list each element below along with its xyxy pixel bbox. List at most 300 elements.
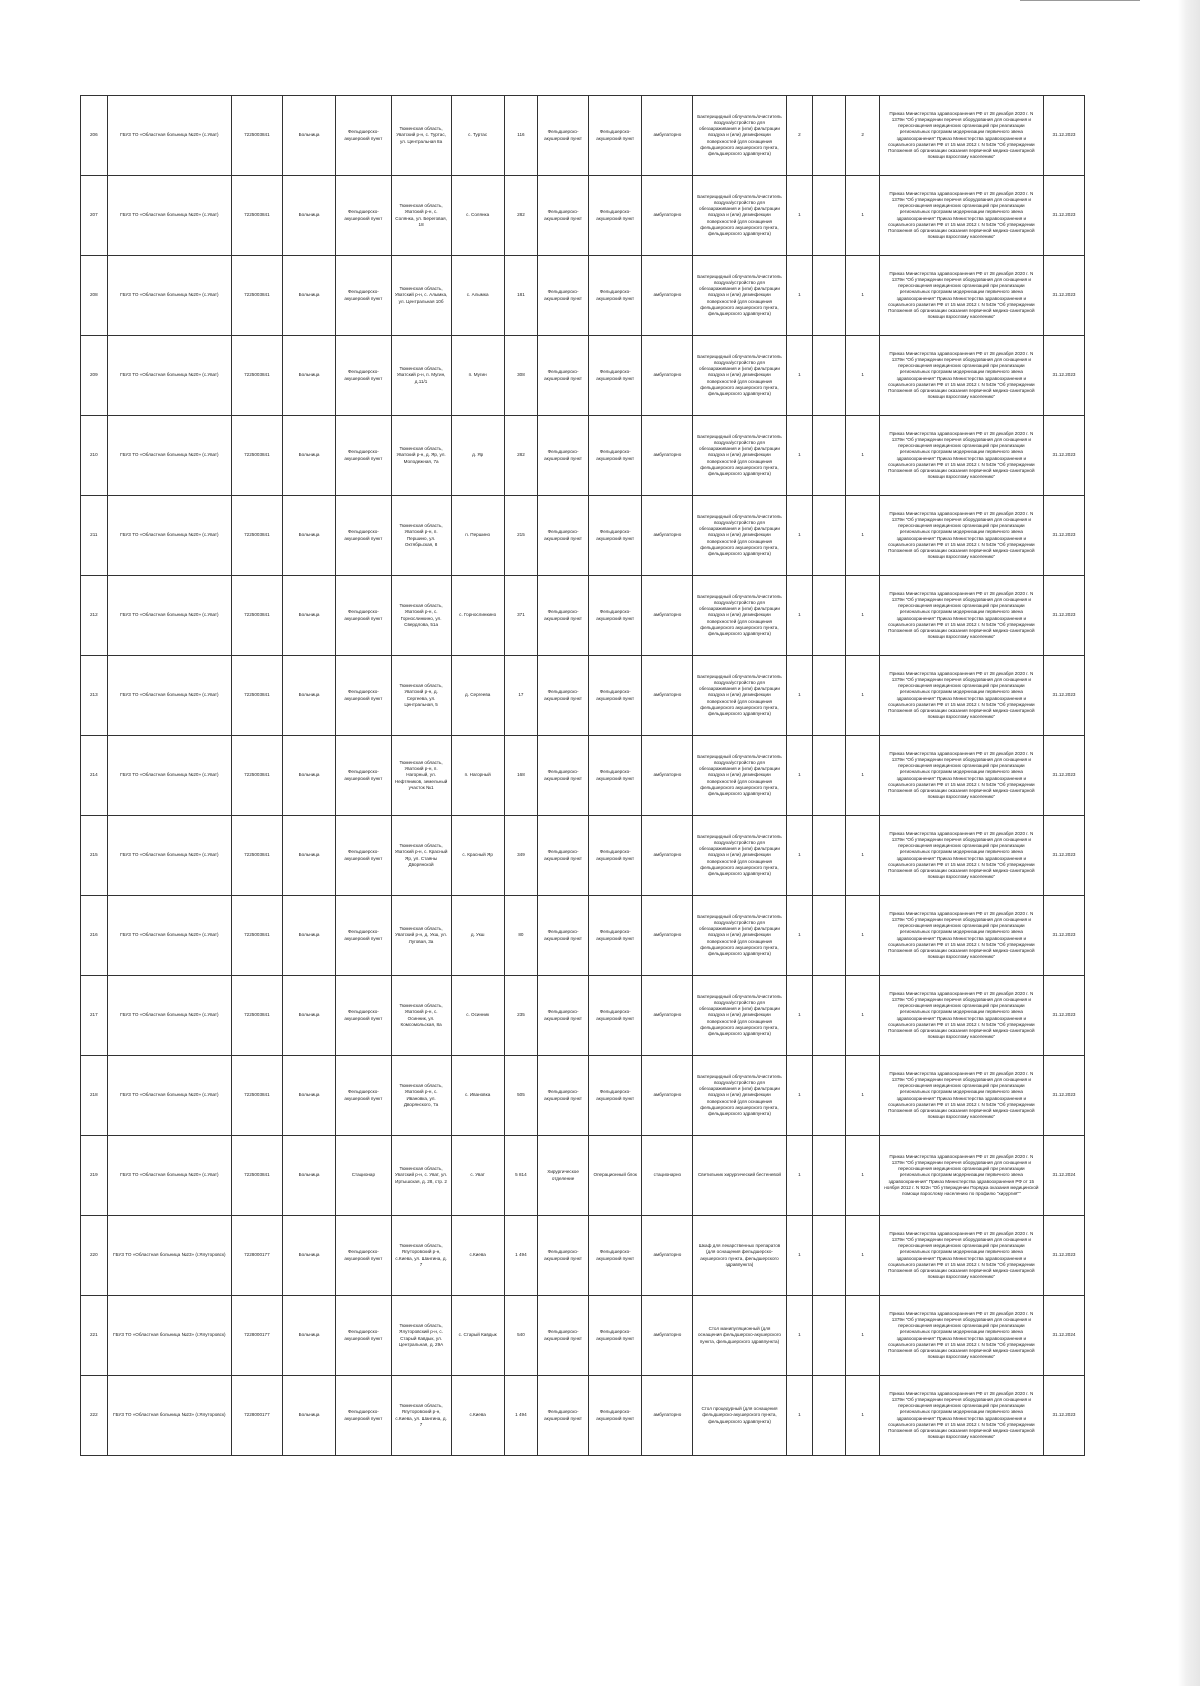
scan-edge-shadow bbox=[1178, 0, 1200, 1686]
inn-code-cell: 7228000177 bbox=[231, 1296, 282, 1376]
quantity-required-cell: 1 bbox=[786, 976, 813, 1056]
organization-type-cell: Больница bbox=[282, 256, 335, 336]
legal-basis-cell: Приказ Министерства здравоохранения РФ от 28 декабря 2020 г. N 1379н "Об утверждении перечня оборудования для оснащения и переоснащения медицинских организаций при реализации региональных программ модернизации первичного звена здравоохранения" Приказ Министерства здравоохранения и социального развития РФ от 15 мая 2012 г. N 543н "Об утверждении Положения об организации оказания первичной медико-санитарной помощи взрослому населению" bbox=[879, 736, 1043, 816]
settlement-cell: с. Старый Кавдык bbox=[451, 1296, 504, 1376]
equipment-name-cell: Шкаф для лекарственных препаратов (для оснащения фельдшерско-акушерского пункта, фельдшерского здравпункта) bbox=[693, 1216, 786, 1296]
row-number-cell: 222 bbox=[81, 1376, 108, 1456]
legal-basis-cell: Приказ Министерства здравоохранения РФ от 28 декабря 2020 г. N 1379н "Об утверждении перечня оборудования для оснащения и переоснащения медицинских организаций при реализации региональных программ модернизации первичного звена здравоохранения" Приказ Министерства здравоохранения РФ от 15 ноября 2012 г. N 922н "Об утверждении Порядка оказания медицинской помощи взрослому населению по профилю "хирургия"" bbox=[879, 1136, 1043, 1216]
population-cell: 168 bbox=[504, 736, 537, 816]
quantity-planned-cell: 1 bbox=[846, 896, 879, 976]
legal-basis-cell: Приказ Министерства здравоохранения РФ от 28 декабря 2020 г. N 1379н "Об утверждении перечня оборудования для оснащения и переоснащения медицинских организаций при реализации региональных программ модернизации первичного звена здравоохранения" Приказ Министерства здравоохранения и социального развития РФ от 15 мая 2012 г. N 543н "Об утверждении Положения об организации оказания первичной медико-санитарной помощи взрослому населению" bbox=[879, 96, 1043, 176]
deadline-date-cell: 31.12.2023 bbox=[1043, 416, 1084, 496]
organization-name-cell: ГБУЗ ТО «Областная больница №20» (с.Уват) bbox=[107, 336, 231, 416]
population-cell: 235 bbox=[504, 976, 537, 1056]
structural-unit-cell: Фельдшерско-акушерский пункт bbox=[336, 1056, 391, 1136]
address-cell: Тюменская область, Уватский р-н, с. Солянка, ул. Береговая, 18 bbox=[391, 176, 451, 256]
table-row bbox=[81, 976, 1085, 1056]
address-cell: Тюменская область, Уватский р-н, д. Сергеева, ул. Центральная, 5 bbox=[391, 656, 451, 736]
care-condition-cell: амбулаторно bbox=[642, 736, 693, 816]
quantity-available-cell bbox=[813, 416, 846, 496]
row-number-cell: 215 bbox=[81, 816, 108, 896]
inn-code-cell: 7225003841 bbox=[231, 496, 282, 576]
organization-name-cell: ГБУЗ ТО «Областная больница №20» (с.Уват) bbox=[107, 96, 231, 176]
inn-code-cell: 7225003841 bbox=[231, 736, 282, 816]
quantity-available-cell bbox=[813, 976, 846, 1056]
subdivision-cell: Фельдшерско-акушерский пункт bbox=[589, 1216, 642, 1296]
settlement-cell: с. Уват bbox=[451, 1136, 504, 1216]
department-cell: Фельдшерско-акушерский пункт bbox=[538, 336, 589, 416]
quantity-planned-cell: 1 bbox=[846, 576, 879, 656]
care-condition-cell: амбулаторно bbox=[642, 96, 693, 176]
settlement-cell: с. Красный Яр bbox=[451, 816, 504, 896]
organization-type-cell: Больница bbox=[282, 656, 335, 736]
legal-basis-cell: Приказ Министерства здравоохранения РФ от 28 декабря 2020 г. N 1379н "Об утверждении перечня оборудования для оснащения и переоснащения медицинских организаций при реализации региональных программ модернизации первичного звена здравоохранения" Приказ Министерства здравоохранения и социального развития РФ от 15 мая 2012 г. N 543н "Об утверждении Положения об организации оказания первичной медико-санитарной помощи взрослому населению" bbox=[879, 176, 1043, 256]
subdivision-cell: Фельдшерско-акушерский пункт bbox=[589, 816, 642, 896]
population-cell: 349 bbox=[504, 816, 537, 896]
quantity-available-cell bbox=[813, 1296, 846, 1376]
structural-unit-cell: Фельдшерско-акушерский пункт bbox=[336, 656, 391, 736]
address-cell: Тюменская область, Уватский р-н, п. Першино, ул. Октябрьская, 8 bbox=[391, 496, 451, 576]
population-cell: 282 bbox=[504, 176, 537, 256]
quantity-planned-cell: 1 bbox=[846, 416, 879, 496]
quantity-planned-cell: 1 bbox=[846, 496, 879, 576]
quantity-planned-cell: 1 bbox=[846, 176, 879, 256]
quantity-planned-cell: 1 bbox=[846, 1216, 879, 1296]
row-number-cell: 218 bbox=[81, 1056, 108, 1136]
care-condition-cell: амбулаторно bbox=[642, 176, 693, 256]
quantity-planned-cell: 1 bbox=[846, 1056, 879, 1136]
subdivision-cell: Фельдшерско-акушерский пункт bbox=[589, 96, 642, 176]
deadline-date-cell: 31.12.2023 bbox=[1043, 576, 1084, 656]
population-cell: 371 bbox=[504, 576, 537, 656]
row-number-cell: 220 bbox=[81, 1216, 108, 1296]
legal-basis-cell: Приказ Министерства здравоохранения РФ от 28 декабря 2020 г. N 1379н "Об утверждении перечня оборудования для оснащения и переоснащения медицинских организаций при реализации региональных программ модернизации первичного звена здравоохранения" Приказ Министерства здравоохранения и социального развития РФ от 15 мая 2012 г. N 543н "Об утверждении Положения об организации оказания первичной медико-санитарной помощи взрослому населению" bbox=[879, 416, 1043, 496]
inn-code-cell: 7225003841 bbox=[231, 1056, 282, 1136]
structural-unit-cell: Фельдшерско-акушерский пункт bbox=[336, 96, 391, 176]
quantity-available-cell bbox=[813, 176, 846, 256]
care-condition-cell: амбулаторно bbox=[642, 576, 693, 656]
settlement-cell: д. Яр bbox=[451, 416, 504, 496]
legal-basis-cell: Приказ Министерства здравоохранения РФ от 28 декабря 2020 г. N 1379н "Об утверждении перечня оборудования для оснащения и переоснащения медицинских организаций при реализации региональных программ модернизации первичного звена здравоохранения" Приказ Министерства здравоохранения и социального развития РФ от 15 мая 2012 г. N 543н "Об утверждении Положения об организации оказания первичной медико-санитарной помощи взрослому населению" bbox=[879, 576, 1043, 656]
organization-type-cell: Больница bbox=[282, 816, 335, 896]
quantity-required-cell: 2 bbox=[786, 96, 813, 176]
department-cell: Хирургическое отделение bbox=[538, 1136, 589, 1216]
care-condition-cell: амбулаторно bbox=[642, 416, 693, 496]
department-cell: Фельдшерско-акушерский пункт bbox=[538, 656, 589, 736]
equipment-name-cell: Бактерицидный облучатель/очиститель воздуха/устройство для обеззараживания и (или) фильтрации воздуха и (или) дезинфекции поверхностей (для оснащения фельдшерского акушерского пункта, фельдшерского здравпункта) bbox=[693, 816, 786, 896]
settlement-cell: с. Горнослинкино bbox=[451, 576, 504, 656]
equipment-name-cell: Бактерицидный облучатель/очиститель воздуха/устройство для обеззараживания и (или) фильтрации воздуха и (или) дезинфекции поверхностей (для оснащения фельдшерского акушерского пункта, фельдшерского здравпункта) bbox=[693, 576, 786, 656]
settlement-cell: с.Киева bbox=[451, 1216, 504, 1296]
inn-code-cell: 7225003841 bbox=[231, 896, 282, 976]
equipment-name-cell: Бактерицидный облучатель/очиститель воздуха/устройство для обеззараживания и (или) фильтрации воздуха и (или) дезинфекции поверхностей (для оснащения фельдшерского акушерского пункта, фельдшерского здравпункта) bbox=[693, 976, 786, 1056]
quantity-available-cell bbox=[813, 896, 846, 976]
inn-code-cell: 7225003841 bbox=[231, 1136, 282, 1216]
department-cell: Фельдшерско-акушерский пункт bbox=[538, 816, 589, 896]
quantity-planned-cell: 1 bbox=[846, 1376, 879, 1456]
scan-top-mark bbox=[1020, 0, 1140, 1]
table-row bbox=[81, 1296, 1085, 1376]
table-row bbox=[81, 896, 1085, 976]
deadline-date-cell: 31.12.2023 bbox=[1043, 816, 1084, 896]
inn-code-cell: 7225003841 bbox=[231, 176, 282, 256]
organization-type-cell: Больница bbox=[282, 736, 335, 816]
row-number-cell: 212 bbox=[81, 576, 108, 656]
table-row bbox=[81, 736, 1085, 816]
department-cell: Фельдшерско-акушерский пункт bbox=[538, 1056, 589, 1136]
register-body bbox=[81, 96, 1085, 1456]
organization-name-cell: ГБУЗ ТО «Областная больница №20» (с.Уват) bbox=[107, 816, 231, 896]
inn-code-cell: 7225003841 bbox=[231, 96, 282, 176]
organization-name-cell: ГБУЗ ТО «Областная больница №20» (с.Уват) bbox=[107, 256, 231, 336]
legal-basis-cell: Приказ Министерства здравоохранения РФ от 28 декабря 2020 г. N 1379н "Об утверждении перечня оборудования для оснащения и переоснащения медицинских организаций при реализации региональных программ модернизации первичного звена здравоохранения" Приказ Министерства здравоохранения и социального развития РФ от 15 мая 2012 г. N 543н "Об утверждении Положения об организации оказания первичной медико-санитарной помощи взрослому населению" bbox=[879, 1216, 1043, 1296]
organization-name-cell: ГБУЗ ТО «Областная больница №20» (с.Уват) bbox=[107, 976, 231, 1056]
department-cell: Фельдшерско-акушерский пункт bbox=[538, 976, 589, 1056]
settlement-cell: с. Ивановка bbox=[451, 1056, 504, 1136]
deadline-date-cell: 31.12.2023 bbox=[1043, 1376, 1084, 1456]
structural-unit-cell: Фельдшерско-акушерский пункт bbox=[336, 176, 391, 256]
subdivision-cell: Фельдшерско-акушерский пункт bbox=[589, 896, 642, 976]
organization-type-cell: Больница bbox=[282, 1136, 335, 1216]
equipment-name-cell: Бактерицидный облучатель/очиститель воздуха/устройство для обеззараживания и (или) фильтрации воздуха и (или) дезинфекции поверхностей (для оснащения фельдшерского акушерского пункта, фельдшерского здравпункта) bbox=[693, 1056, 786, 1136]
legal-basis-cell: Приказ Министерства здравоохранения РФ от 28 декабря 2020 г. N 1379н "Об утверждении перечня оборудования для оснащения и переоснащения медицинских организаций при реализации региональных программ модернизации первичного звена здравоохранения" Приказ Министерства здравоохранения и социального развития РФ от 15 мая 2012 г. N 543н "Об утверждении Положения об организации оказания первичной медико-санитарной помощи взрослому населению" bbox=[879, 1296, 1043, 1376]
quantity-required-cell: 1 bbox=[786, 496, 813, 576]
subdivision-cell: Фельдшерско-акушерский пункт bbox=[589, 336, 642, 416]
organization-name-cell: ГБУЗ ТО «Областная больница №20» (с.Уват) bbox=[107, 896, 231, 976]
population-cell: 80 bbox=[504, 896, 537, 976]
equipment-name-cell: Бактерицидный облучатель/очиститель воздуха/устройство для обеззараживания и (или) фильтрации воздуха и (или) дезинфекции поверхностей (для оснащения фельдшерского акушерского пункта, фельдшерского здравпункта) bbox=[693, 96, 786, 176]
organization-name-cell: ГБУЗ ТО «Областная больница №20» (с.Уват) bbox=[107, 576, 231, 656]
deadline-date-cell: 31.12.2023 bbox=[1043, 96, 1084, 176]
settlement-cell: п. Нагорный bbox=[451, 736, 504, 816]
organization-name-cell: ГБУЗ ТО «Областная больница №20» (с.Уват) bbox=[107, 736, 231, 816]
organization-type-cell: Больница bbox=[282, 496, 335, 576]
settlement-cell: д. Сергеева bbox=[451, 656, 504, 736]
inn-code-cell: 7225003841 bbox=[231, 576, 282, 656]
quantity-planned-cell: 1 bbox=[846, 816, 879, 896]
address-cell: Тюменская область, Уватский р-н, п. Нагорный, ул. Нефтяников, земельный участок №1 bbox=[391, 736, 451, 816]
care-condition-cell: амбулаторно bbox=[642, 816, 693, 896]
deadline-date-cell: 31.12.2023 bbox=[1043, 1056, 1084, 1136]
equipment-name-cell: Бактерицидный облучатель/очиститель воздуха/устройство для обеззараживания и (или) фильтрации воздуха и (или) дезинфекции поверхностей (для оснащения фельдшерского акушерского пункта, фельдшерского здравпункта) bbox=[693, 896, 786, 976]
address-cell: Тюменская область, Уватский р-н, с. Алымка, ул. Центральная 10б bbox=[391, 256, 451, 336]
table-row bbox=[81, 256, 1085, 336]
structural-unit-cell: Фельдшерско-акушерский пункт bbox=[336, 976, 391, 1056]
structural-unit-cell: Фельдшерско-акушерский пункт bbox=[336, 576, 391, 656]
address-cell: Тюменская область, Уватский р-н, д. Яр, ул. Молодежная, 7а bbox=[391, 416, 451, 496]
inn-code-cell: 7225003841 bbox=[231, 336, 282, 416]
quantity-planned-cell: 1 bbox=[846, 336, 879, 416]
quantity-available-cell bbox=[813, 1056, 846, 1136]
structural-unit-cell: Фельдшерско-акушерский пункт bbox=[336, 336, 391, 416]
deadline-date-cell: 31.12.2023 bbox=[1043, 176, 1084, 256]
settlement-cell: с. Солянка bbox=[451, 176, 504, 256]
organization-type-cell: Больница bbox=[282, 1056, 335, 1136]
inn-code-cell: 7225003841 bbox=[231, 256, 282, 336]
legal-basis-cell: Приказ Министерства здравоохранения РФ от 28 декабря 2020 г. N 1379н "Об утверждении перечня оборудования для оснащения и переоснащения медицинских организаций при реализации региональных программ модернизации первичного звена здравоохранения" Приказ Министерства здравоохранения и социального развития РФ от 15 мая 2012 г. N 543н "Об утверждении Положения об организации оказания первичной медико-санитарной помощи взрослому населению" bbox=[879, 896, 1043, 976]
address-cell: Тюменская область, Уватский р-н, с. Красный Яр, ул. Стаяны Дворянской bbox=[391, 816, 451, 896]
subdivision-cell: Фельдшерско-акушерский пункт bbox=[589, 1056, 642, 1136]
organization-name-cell: ГБУЗ ТО «Областная больница №23» (г.Ялуторовск) bbox=[107, 1376, 231, 1456]
legal-basis-cell: Приказ Министерства здравоохранения РФ от 28 декабря 2020 г. N 1379н "Об утверждении перечня оборудования для оснащения и переоснащения медицинских организаций при реализации региональных программ модернизации первичного звена здравоохранения" Приказ Министерства здравоохранения и социального развития РФ от 15 мая 2012 г. N 543н "Об утверждении Положения об организации оказания первичной медико-санитарной помощи взрослому населению" bbox=[879, 1376, 1043, 1456]
department-cell: Фельдшерско-акушерский пункт bbox=[538, 416, 589, 496]
deadline-date-cell: 31.12.2023 bbox=[1043, 336, 1084, 416]
row-number-cell: 216 bbox=[81, 896, 108, 976]
quantity-available-cell bbox=[813, 656, 846, 736]
population-cell: 540 bbox=[504, 1296, 537, 1376]
settlement-cell: п. Першино bbox=[451, 496, 504, 576]
organization-name-cell: ГБУЗ ТО «Областная больница №20» (с.Уват) bbox=[107, 496, 231, 576]
care-condition-cell: амбулаторно bbox=[642, 1296, 693, 1376]
organization-name-cell: ГБУЗ ТО «Областная больница №20» (с.Уват) bbox=[107, 1056, 231, 1136]
equipment-name-cell: Бактерицидный облучатель/очиститель воздуха/устройство для обеззараживания и (или) фильтрации воздуха и (или) дезинфекции поверхностей (для оснащения фельдшерского акушерского пункта, фельдшерского здравпункта) bbox=[693, 656, 786, 736]
row-number-cell: 206 bbox=[81, 96, 108, 176]
structural-unit-cell: Фельдшерско-акушерский пункт bbox=[336, 1216, 391, 1296]
legal-basis-cell: Приказ Министерства здравоохранения РФ от 28 декабря 2020 г. N 1379н "Об утверждении перечня оборудования для оснащения и переоснащения медицинских организаций при реализации региональных программ модернизации первичного звена здравоохранения" Приказ Министерства здравоохранения и социального развития РФ от 15 мая 2012 г. N 543н "Об утверждении Положения об организации оказания первичной медико-санитарной помощи взрослому населению" bbox=[879, 656, 1043, 736]
organization-type-cell: Больница bbox=[282, 976, 335, 1056]
equipment-name-cell: Бактерицидный облучатель/очиститель воздуха/устройство для обеззараживания и (или) фильтрации воздуха и (или) дезинфекции поверхностей (для оснащения фельдшерского акушерского пункта, фельдшерского здравпункта) bbox=[693, 176, 786, 256]
table-row bbox=[81, 1216, 1085, 1296]
quantity-planned-cell: 1 bbox=[846, 1136, 879, 1216]
quantity-required-cell: 1 bbox=[786, 656, 813, 736]
row-number-cell: 217 bbox=[81, 976, 108, 1056]
organization-name-cell: ГБУЗ ТО «Областная больница №23» (г.Ялуторовск) bbox=[107, 1296, 231, 1376]
row-number-cell: 210 bbox=[81, 416, 108, 496]
subdivision-cell: Фельдшерско-акушерский пункт bbox=[589, 176, 642, 256]
deadline-date-cell: 31.12.2023 bbox=[1043, 976, 1084, 1056]
care-condition-cell: амбулаторно bbox=[642, 976, 693, 1056]
quantity-planned-cell: 1 bbox=[846, 656, 879, 736]
quantity-required-cell: 1 bbox=[786, 736, 813, 816]
subdivision-cell: Фельдшерско-акушерский пункт bbox=[589, 656, 642, 736]
inn-code-cell: 7228000177 bbox=[231, 1216, 282, 1296]
address-cell: Тюменская область, Ялуторовский р-н, с.Киева, ул. Шангина, д. 7 bbox=[391, 1216, 451, 1296]
department-cell: Фельдшерско-акушерский пункт bbox=[538, 176, 589, 256]
quantity-required-cell: 1 bbox=[786, 1136, 813, 1216]
equipment-name-cell: Бактерицидный облучатель/очиститель воздуха/устройство для обеззараживания и (или) фильтрации воздуха и (или) дезинфекции поверхностей (для оснащения фельдшерского акушерского пункта, фельдшерского здравпункта) bbox=[693, 256, 786, 336]
population-cell: 308 bbox=[504, 336, 537, 416]
quantity-required-cell: 1 bbox=[786, 576, 813, 656]
inn-code-cell: 7228000177 bbox=[231, 1376, 282, 1456]
quantity-available-cell bbox=[813, 736, 846, 816]
organization-type-cell: Больница bbox=[282, 176, 335, 256]
quantity-required-cell: 1 bbox=[786, 1056, 813, 1136]
equipment-name-cell: Бактерицидный облучатель/очиститель воздуха/устройство для обеззараживания и (или) фильтрации воздуха и (или) дезинфекции поверхностей (для оснащения фельдшерского акушерского пункта, фельдшерского здравпункта) bbox=[693, 736, 786, 816]
address-cell: Тюменская область, Ялуторовский р-н, с.Киева, ул. Шангина, д. 7 bbox=[391, 1376, 451, 1456]
subdivision-cell: Фельдшерско-акушерский пункт bbox=[589, 1296, 642, 1376]
care-condition-cell: амбулаторно bbox=[642, 256, 693, 336]
organization-type-cell: Больница bbox=[282, 416, 335, 496]
department-cell: Фельдшерско-акушерский пункт bbox=[538, 1296, 589, 1376]
settlement-cell: с. Осинник bbox=[451, 976, 504, 1056]
table-row bbox=[81, 336, 1085, 416]
care-condition-cell: амбулаторно bbox=[642, 656, 693, 736]
table-row bbox=[81, 816, 1085, 896]
organization-name-cell: ГБУЗ ТО «Областная больница №20» (с.Уват) bbox=[107, 176, 231, 256]
equipment-name-cell: Светильник хирургический бестеневой bbox=[693, 1136, 786, 1216]
quantity-required-cell: 1 bbox=[786, 816, 813, 896]
quantity-available-cell bbox=[813, 1216, 846, 1296]
legal-basis-cell: Приказ Министерства здравоохранения РФ от 28 декабря 2020 г. N 1379н "Об утверждении перечня оборудования для оснащения и переоснащения медицинских организаций при реализации региональных программ модернизации первичного звена здравоохранения" Приказ Министерства здравоохранения и социального развития РФ от 15 мая 2012 г. N 543н "Об утверждении Положения об организации оказания первичной медико-санитарной помощи взрослому населению" bbox=[879, 1056, 1043, 1136]
structural-unit-cell: Фельдшерско-акушерский пункт bbox=[336, 816, 391, 896]
table-row bbox=[81, 416, 1085, 496]
quantity-required-cell: 1 bbox=[786, 1376, 813, 1456]
care-condition-cell: стационарно bbox=[642, 1136, 693, 1216]
inn-code-cell: 7225003841 bbox=[231, 656, 282, 736]
address-cell: Тюменская область, Уватский р-н, п. Мугин, д.11/1 bbox=[391, 336, 451, 416]
department-cell: Фельдшерско-акушерский пункт bbox=[538, 1376, 589, 1456]
quantity-required-cell: 1 bbox=[786, 256, 813, 336]
structural-unit-cell: Фельдшерско-акушерский пункт bbox=[336, 896, 391, 976]
care-condition-cell: амбулаторно bbox=[642, 1216, 693, 1296]
population-cell: 5 814 bbox=[504, 1136, 537, 1216]
organization-name-cell: ГБУЗ ТО «Областная больница №23» (г.Ялуторовск) bbox=[107, 1216, 231, 1296]
legal-basis-cell: Приказ Министерства здравоохранения РФ от 28 декабря 2020 г. N 1379н "Об утверждении перечня оборудования для оснащения и переоснащения медицинских организаций при реализации региональных программ модернизации первичного звена здравоохранения" Приказ Министерства здравоохранения и социального развития РФ от 15 мая 2012 г. N 543н "Об утверждении Положения об организации оказания первичной медико-санитарной помощи взрослому населению" bbox=[879, 496, 1043, 576]
organization-type-cell: Больница bbox=[282, 336, 335, 416]
quantity-available-cell bbox=[813, 496, 846, 576]
care-condition-cell: амбулаторно bbox=[642, 1056, 693, 1136]
structural-unit-cell: Фельдшерско-акушерский пункт bbox=[336, 1296, 391, 1376]
deadline-date-cell: 31.12.2023 bbox=[1043, 656, 1084, 736]
address-cell: Тюменская область, Уватский р-н, с. Ивановка, ул. Дворянского, 7а bbox=[391, 1056, 451, 1136]
quantity-available-cell bbox=[813, 1136, 846, 1216]
table-row bbox=[81, 656, 1085, 736]
population-cell: 282 bbox=[504, 416, 537, 496]
population-cell: 181 bbox=[504, 256, 537, 336]
quantity-available-cell bbox=[813, 96, 846, 176]
legal-basis-cell: Приказ Министерства здравоохранения РФ от 28 декабря 2020 г. N 1379н "Об утверждении перечня оборудования для оснащения и переоснащения медицинских организаций при реализации региональных программ модернизации первичного звена здравоохранения" Приказ Министерства здравоохранения и социального развития РФ от 15 мая 2012 г. N 543н "Об утверждении Положения об организации оказания первичной медико-санитарной помощи взрослому населению" bbox=[879, 256, 1043, 336]
population-cell: 505 bbox=[504, 1056, 537, 1136]
quantity-available-cell bbox=[813, 336, 846, 416]
quantity-available-cell bbox=[813, 1376, 846, 1456]
settlement-cell: п. Мугин bbox=[451, 336, 504, 416]
quantity-planned-cell: 1 bbox=[846, 1296, 879, 1376]
legal-basis-cell: Приказ Министерства здравоохранения РФ от 28 декабря 2020 г. N 1379н "Об утверждении перечня оборудования для оснащения и переоснащения медицинских организаций при реализации региональных программ модернизации первичного звена здравоохранения" Приказ Министерства здравоохранения и социального развития РФ от 15 мая 2012 г. N 543н "Об утверждении Положения об организации оказания первичной медико-санитарной помощи взрослому населению" bbox=[879, 336, 1043, 416]
organization-type-cell: Больница bbox=[282, 576, 335, 656]
population-cell: 1 494 bbox=[504, 1216, 537, 1296]
care-condition-cell: амбулаторно bbox=[642, 896, 693, 976]
subdivision-cell: Фельдшерско-акушерский пункт bbox=[589, 416, 642, 496]
equipment-name-cell: Бактерицидный облучатель/очиститель воздуха/устройство для обеззараживания и (или) фильтрации воздуха и (или) дезинфекции поверхностей (для оснащения фельдшерского акушерского пункта, фельдшерского здравпункта) bbox=[693, 496, 786, 576]
deadline-date-cell: 31.12.2024 bbox=[1043, 1136, 1084, 1216]
legal-basis-cell: Приказ Министерства здравоохранения РФ от 28 декабря 2020 г. N 1379н "Об утверждении перечня оборудования для оснащения и переоснащения медицинских организаций при реализации региональных программ модернизации первичного звена здравоохранения" Приказ Министерства здравоохранения и социального развития РФ от 15 мая 2012 г. N 543н "Об утверждении Положения об организации оказания первичной медико-санитарной помощи взрослому населению" bbox=[879, 816, 1043, 896]
care-condition-cell: амбулаторно bbox=[642, 496, 693, 576]
deadline-date-cell: 31.12.2024 bbox=[1043, 1296, 1084, 1376]
deadline-date-cell: 31.12.2023 bbox=[1043, 256, 1084, 336]
organization-type-cell: Больница bbox=[282, 1216, 335, 1296]
structural-unit-cell: Фельдшерско-акушерский пункт bbox=[336, 416, 391, 496]
department-cell: Фельдшерско-акушерский пункт bbox=[538, 576, 589, 656]
subdivision-cell: Фельдшерско-акушерский пункт bbox=[589, 736, 642, 816]
quantity-planned-cell: 1 bbox=[846, 736, 879, 816]
quantity-available-cell bbox=[813, 576, 846, 656]
structural-unit-cell: Фельдшерско-акушерский пункт bbox=[336, 736, 391, 816]
organization-type-cell: Больница bbox=[282, 896, 335, 976]
structural-unit-cell: Стационар bbox=[336, 1136, 391, 1216]
address-cell: Тюменская область, Уватский р-н, с. Осинник, ул. Комсомольская, 8а bbox=[391, 976, 451, 1056]
settlement-cell: с. Туртас bbox=[451, 96, 504, 176]
organization-name-cell: ГБУЗ ТО «Областная больница №20» (с.Уват) bbox=[107, 416, 231, 496]
subdivision-cell: Операционный блок bbox=[589, 1136, 642, 1216]
legal-basis-cell: Приказ Министерства здравоохранения РФ от 28 декабря 2020 г. N 1379н "Об утверждении перечня оборудования для оснащения и переоснащения медицинских организаций при реализации региональных программ модернизации первичного звена здравоохранения" Приказ Министерства здравоохранения и социального развития РФ от 15 мая 2012 г. N 543н "Об утверждении Положения об организации оказания первичной медико-санитарной помощи взрослому населению" bbox=[879, 976, 1043, 1056]
row-number-cell: 213 bbox=[81, 656, 108, 736]
organization-name-cell: ГБУЗ ТО «Областная больница №20» (с.Уват) bbox=[107, 656, 231, 736]
equipment-name-cell: Стол манипуляционный (для оснащения фельдшерско-акушерского пункта, фельдшерского здравпункта) bbox=[693, 1296, 786, 1376]
quantity-planned-cell: 1 bbox=[846, 976, 879, 1056]
table-row bbox=[81, 96, 1085, 176]
settlement-cell: д. Укш bbox=[451, 896, 504, 976]
address-cell: Тюменская область, Уватский р-н, с. Уват, ул. Иртышская, д. 28, стр. 2 bbox=[391, 1136, 451, 1216]
organization-type-cell: Больница bbox=[282, 1296, 335, 1376]
population-cell: 116 bbox=[504, 96, 537, 176]
quantity-required-cell: 1 bbox=[786, 1296, 813, 1376]
structural-unit-cell: Фельдшерско-акушерский пункт bbox=[336, 256, 391, 336]
table-row bbox=[81, 576, 1085, 656]
organization-name-cell: ГБУЗ ТО «Областная больница №20» (с.Уват) bbox=[107, 1136, 231, 1216]
subdivision-cell: Фельдшерско-акушерский пункт bbox=[589, 256, 642, 336]
quantity-available-cell bbox=[813, 816, 846, 896]
settlement-cell: с.Киева bbox=[451, 1376, 504, 1456]
table-row bbox=[81, 1376, 1085, 1456]
population-cell: 17 bbox=[504, 656, 537, 736]
inn-code-cell: 7225003841 bbox=[231, 976, 282, 1056]
subdivision-cell: Фельдшерско-акушерский пункт bbox=[589, 496, 642, 576]
deadline-date-cell: 31.12.2023 bbox=[1043, 896, 1084, 976]
structural-unit-cell: Фельдшерско-акушерский пункт bbox=[336, 1376, 391, 1456]
subdivision-cell: Фельдшерско-акушерский пункт bbox=[589, 576, 642, 656]
quantity-planned-cell: 2 bbox=[846, 96, 879, 176]
equipment-register-table bbox=[80, 95, 1085, 1456]
deadline-date-cell: 31.12.2023 bbox=[1043, 1216, 1084, 1296]
address-cell: Тюменская область, Уватский р-н, д. Укш, ул. Луговая, 3а bbox=[391, 896, 451, 976]
equipment-name-cell: Бактерицидный облучатель/очиститель воздуха/устройство для обеззараживания и (или) фильтрации воздуха и (или) дезинфекции поверхностей (для оснащения фельдшерского акушерского пункта, фельдшерского здравпункта) bbox=[693, 336, 786, 416]
table-row bbox=[81, 1056, 1085, 1136]
row-number-cell: 207 bbox=[81, 176, 108, 256]
table-row bbox=[81, 496, 1085, 576]
subdivision-cell: Фельдшерско-акушерский пункт bbox=[589, 976, 642, 1056]
structural-unit-cell: Фельдшерско-акушерский пункт bbox=[336, 496, 391, 576]
quantity-available-cell bbox=[813, 256, 846, 336]
care-condition-cell: амбулаторно bbox=[642, 1376, 693, 1456]
table-row bbox=[81, 1136, 1085, 1216]
equipment-name-cell: Бактерицидный облучатель/очиститель воздуха/устройство для обеззараживания и (или) фильтрации воздуха и (или) дезинфекции поверхностей (для оснащения фельдшерского акушерского пункта, фельдшерского здравпункта) bbox=[693, 416, 786, 496]
quantity-required-cell: 1 bbox=[786, 1216, 813, 1296]
care-condition-cell: амбулаторно bbox=[642, 336, 693, 416]
quantity-required-cell: 1 bbox=[786, 896, 813, 976]
address-cell: Тюменская область, Уватский р-н, с. Горнослинкино, ул. Свердлова, 51а bbox=[391, 576, 451, 656]
quantity-planned-cell: 1 bbox=[846, 256, 879, 336]
organization-type-cell: Больница bbox=[282, 1376, 335, 1456]
row-number-cell: 211 bbox=[81, 496, 108, 576]
row-number-cell: 221 bbox=[81, 1296, 108, 1376]
inn-code-cell: 7225003841 bbox=[231, 816, 282, 896]
subdivision-cell: Фельдшерско-акушерский пункт bbox=[589, 1376, 642, 1456]
address-cell: Тюменская область, Ялуторовский р-н, с. Старый Кавдык, ул. Центральная, д. 29А bbox=[391, 1296, 451, 1376]
settlement-cell: с. Алымка bbox=[451, 256, 504, 336]
department-cell: Фельдшерско-акушерский пункт bbox=[538, 256, 589, 336]
department-cell: Фельдшерско-акушерский пункт bbox=[538, 896, 589, 976]
address-cell: Тюменская область, Уватский р-н, с. Туртас, ул. Центральная 8а bbox=[391, 96, 451, 176]
inn-code-cell: 7225003841 bbox=[231, 416, 282, 496]
population-cell: 1 494 bbox=[504, 1376, 537, 1456]
table-row bbox=[81, 176, 1085, 256]
organization-type-cell: Больница bbox=[282, 96, 335, 176]
equipment-name-cell: Стол процедурный (для оснащения фельдшерско-акушерского пункта, фельдшерского здравпункта) bbox=[693, 1376, 786, 1456]
deadline-date-cell: 31.12.2023 bbox=[1043, 496, 1084, 576]
population-cell: 215 bbox=[504, 496, 537, 576]
row-number-cell: 208 bbox=[81, 256, 108, 336]
quantity-required-cell: 1 bbox=[786, 176, 813, 256]
